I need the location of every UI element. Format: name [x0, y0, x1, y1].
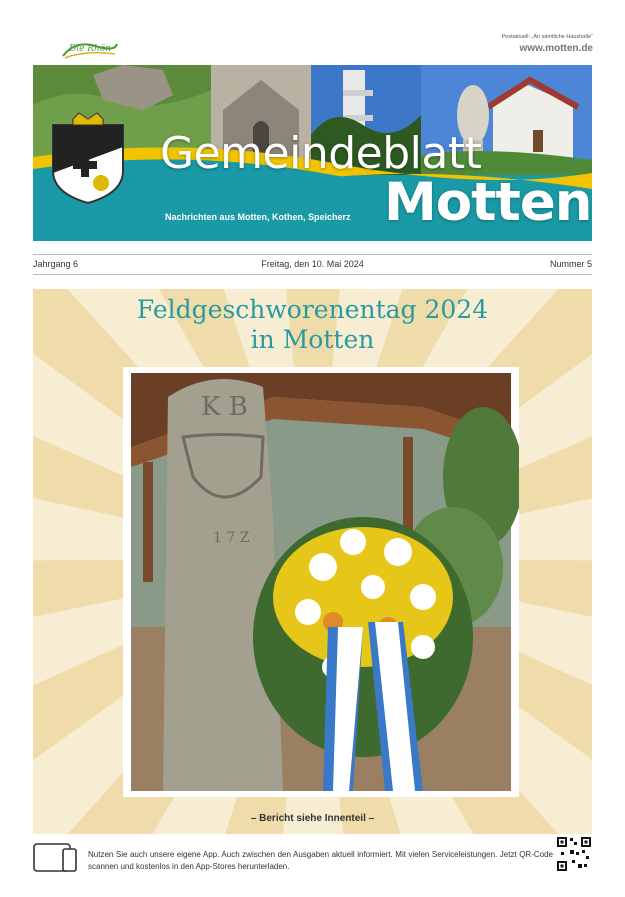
rhoen-logo [55, 36, 119, 60]
boundary-stone-wreath-photo [123, 367, 519, 797]
cover-photo [123, 367, 519, 797]
masthead-title: Gemeindeblatt [160, 128, 482, 179]
qr-code[interactable] [556, 836, 592, 872]
issue-info-bar [33, 254, 592, 275]
issue-number: Nummer 5 [549, 259, 592, 269]
masthead-town: Motten [384, 172, 592, 233]
masthead-subtitle: Nachrichten aus Motten, Kothen, Speicherz [165, 212, 351, 222]
svg-text:K B: K B [201, 392, 248, 422]
app-promo-text: Nutzen Sie auch unsere eigene App. Auch zwischen den Ausgaben aktuell informiert. Mit vielen Serviceleistungen. Jetzt QR-Code scannen und kostenlos in den App-Stores herunterladen. [88, 850, 553, 871]
cover-headline-line2: in Motten [250, 325, 375, 354]
website-link[interactable]: www.motten.de [519, 43, 593, 54]
tablet-phone-icon [33, 843, 78, 872]
cover-story [33, 289, 592, 834]
cover-headline-line1: Feldgeschworenentag 2024 [136, 295, 489, 324]
svg-text:1 7 Z: 1 7 Z [213, 530, 250, 546]
issue-volume: Jahrgang 6 [33, 259, 79, 269]
report-note: – Bericht siehe Innenteil – [250, 813, 375, 824]
postal-note: Postaktuell: „An sämtliche Haushalte“ [501, 34, 593, 40]
svg-text:Die Rhön: Die Rhön [69, 44, 112, 54]
issue-date: Freitag, den 10. Mai 2024 [261, 259, 364, 269]
